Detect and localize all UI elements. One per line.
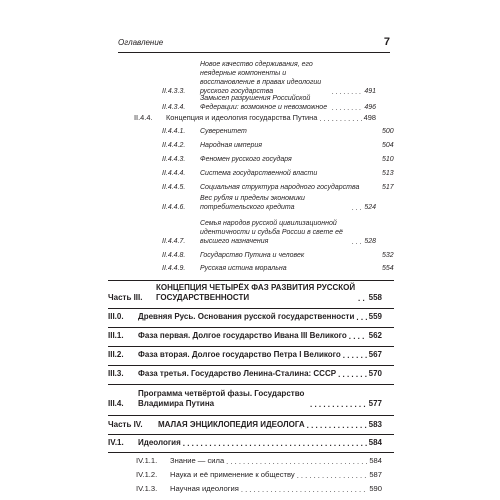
toc-leader-dots	[343, 352, 367, 360]
toc-part-title: КОНЦЕПЦИЯ ЧЕТЫРЁХ ФАЗ РАЗВИТИЯ РУССКОЙ ГОСУДАРСТВЕННОСТИ	[156, 283, 356, 302]
toc-entry-title: Фаза первая. Долгое государство Ивана III Великого	[138, 331, 347, 340]
section-rule	[108, 415, 394, 416]
toc-entry-title: Система государственной власти	[200, 170, 318, 177]
toc-entry[interactable]	[108, 331, 382, 341]
section-rule	[108, 327, 394, 328]
toc-entry[interactable]	[108, 389, 382, 409]
toc-entry[interactable]	[108, 312, 382, 322]
toc-entry-page: 517	[382, 184, 394, 191]
toc-entry-page: 554	[382, 265, 394, 272]
running-header	[118, 38, 390, 52]
toc-entry-number: II.4.4.5.	[162, 184, 186, 191]
toc-entry-title: Социальная структура народного государства	[200, 184, 360, 191]
toc-leader-dots	[338, 371, 367, 379]
toc-entry[interactable]	[108, 369, 382, 379]
toc-entry-page: 570	[368, 369, 382, 378]
toc-entry-number: II.4.4.7.	[162, 238, 186, 245]
toc-leader-dots	[297, 472, 368, 480]
toc-leader-dots	[332, 105, 362, 112]
section-rule	[108, 384, 394, 385]
toc-entry[interactable]	[162, 169, 394, 178]
toc-entry-title: Русская истина моральна	[200, 265, 287, 272]
toc-entry-page: 524	[364, 204, 376, 211]
toc-entry[interactable]	[162, 60, 376, 96]
toc-entry-title: Вес рубля и пределы экономики потребительского кредита	[200, 195, 305, 211]
toc-entry-number: II.4.4.8.	[162, 252, 186, 259]
toc-entry-number: III.4.	[108, 399, 124, 408]
toc-entry-title: Государство Путина и человек	[200, 252, 305, 259]
toc-entry-title: Суверенитет	[200, 128, 247, 135]
toc-entry-number: III.3.	[108, 369, 124, 378]
toc-entry[interactable]	[162, 141, 394, 150]
toc-leader-dots	[310, 401, 367, 409]
toc-entry-number: II.4.4.1.	[162, 128, 186, 135]
toc-entry-number: IV.1.3.	[136, 484, 158, 493]
toc-entry-title: Концепция и идеология государства Путина	[166, 113, 318, 122]
toc-entry-page: 510	[382, 156, 394, 163]
toc-entry-title: Научная идеология	[170, 484, 239, 493]
toc-entry-number: III.1.	[108, 331, 124, 340]
toc-entry-title: Семья народов русской цивилизационной идентичности и судьба России в свете её высшего назначения	[200, 220, 343, 245]
toc-entry-number: IV.1.	[108, 438, 124, 447]
toc-entry[interactable]	[108, 350, 382, 360]
running-header-title: Оглавление	[118, 38, 164, 47]
toc-entry-number: III.2.	[108, 350, 124, 359]
toc-entry-title: Фаза третья. Государство Ленина-Сталина: СССР	[138, 369, 337, 378]
section-rule	[108, 308, 394, 309]
toc-entry[interactable]	[162, 264, 394, 273]
toc-entry-page: 577	[368, 399, 382, 408]
toc-entry-number: II.4.4.4.	[162, 170, 186, 177]
toc-entry[interactable]	[162, 219, 376, 246]
toc-entry-number: II.4.4.	[134, 113, 153, 122]
toc-entry-number: II.4.4.3.	[162, 156, 186, 163]
toc-entry[interactable]	[162, 251, 394, 260]
page-number: 7	[383, 36, 390, 48]
toc-entry-page: 559	[368, 312, 382, 321]
toc-entry-page: 584	[369, 456, 382, 465]
toc-entry-title: Древняя Русь. Основания русской государственности	[138, 312, 355, 321]
toc-entry-page: 532	[382, 252, 394, 259]
toc-entry-title: Фаза вторая. Долгое государство Петра I Великого	[138, 350, 341, 359]
toc-entry-number: II.4.3.3.	[162, 88, 186, 95]
toc-entry-number: III.0.	[108, 312, 124, 321]
toc-entry-title: Новое качество сдерживания, его неядерные компоненты и восстановление в правах идеологии русского государства	[200, 61, 322, 95]
toc-entry[interactable]	[162, 183, 394, 192]
toc-leader-dots	[226, 458, 367, 466]
toc-entry[interactable]	[108, 438, 382, 448]
toc-entry-title: Феномен русского государя	[200, 156, 292, 163]
toc-entry-page: 491	[364, 88, 376, 95]
toc-entry-page: 590	[369, 484, 382, 493]
toc-part-title: МАЛАЯ ЭНЦИКЛОПЕДИЯ ИДЕОЛОГА	[158, 420, 305, 429]
section-rule	[108, 452, 394, 453]
toc-entry[interactable]	[136, 484, 382, 494]
toc-part-number: Часть IV.	[108, 420, 143, 429]
toc-entry-number: II.4.4.2.	[162, 142, 186, 149]
toc-entry[interactable]	[162, 94, 376, 112]
section-rule	[108, 346, 394, 347]
toc-entry[interactable]	[136, 470, 382, 480]
toc-leader-dots	[356, 314, 366, 322]
toc-part-number: Часть III.	[108, 293, 143, 302]
section-rule	[108, 365, 394, 366]
toc-entry-title: Наука и её применение к обществу	[170, 470, 295, 479]
toc-entry[interactable]	[134, 113, 376, 122]
toc-entry[interactable]	[162, 155, 394, 164]
toc-part-entry[interactable]	[108, 420, 382, 430]
toc-entry-page: 498	[363, 113, 376, 122]
toc-entry-page: 562	[368, 331, 382, 340]
toc-entry-page: 500	[382, 128, 394, 135]
toc-entry-page: 513	[382, 170, 394, 177]
toc-entry-number: II.4.3.4.	[162, 104, 186, 111]
toc-part-entry[interactable]	[108, 283, 382, 303]
toc-entry-title: Идеология	[138, 438, 181, 447]
section-rule	[108, 434, 394, 435]
toc-entry-title: Программа четвёртой фазы. Государство Владимира Путина	[138, 389, 305, 408]
toc-entry-title: Народная империя	[200, 142, 262, 149]
toc-leader-dots	[358, 295, 367, 303]
toc-leader-dots	[352, 205, 362, 212]
toc-entry-number: II.4.4.9.	[162, 265, 186, 272]
toc-leader-dots	[349, 333, 367, 341]
toc-entry-page: 496	[364, 104, 376, 111]
toc-entry-title: Знание — сила	[170, 456, 225, 465]
toc-entry[interactable]	[162, 127, 394, 136]
toc-entry-title: Замысел разрушения Российской Федерации: возможное и невозможное	[200, 95, 328, 111]
toc-entry[interactable]	[162, 194, 376, 212]
toc-entry-page: 558	[368, 293, 382, 302]
toc-entry[interactable]	[136, 456, 382, 466]
toc-entry-page: 528	[364, 238, 376, 245]
toc-leader-dots	[183, 440, 367, 448]
toc-entry-page: 504	[382, 142, 394, 149]
toc-entry-page: 567	[368, 350, 382, 359]
header-rule	[118, 52, 390, 53]
toc-leader-dots	[241, 486, 367, 494]
toc-entry-number: II.4.4.6.	[162, 204, 186, 211]
toc-entry-page: 587	[369, 470, 382, 479]
toc-entry-number: IV.1.1.	[136, 456, 158, 465]
toc-leader-dots	[307, 422, 367, 430]
toc-entry-page: 583	[368, 420, 382, 429]
toc-entry-page: 584	[368, 438, 382, 447]
toc-leader-dots	[352, 239, 362, 246]
toc-entry-number: IV.1.2.	[136, 470, 158, 479]
toc-leader-dots	[319, 115, 361, 122]
section-rule	[108, 280, 394, 281]
